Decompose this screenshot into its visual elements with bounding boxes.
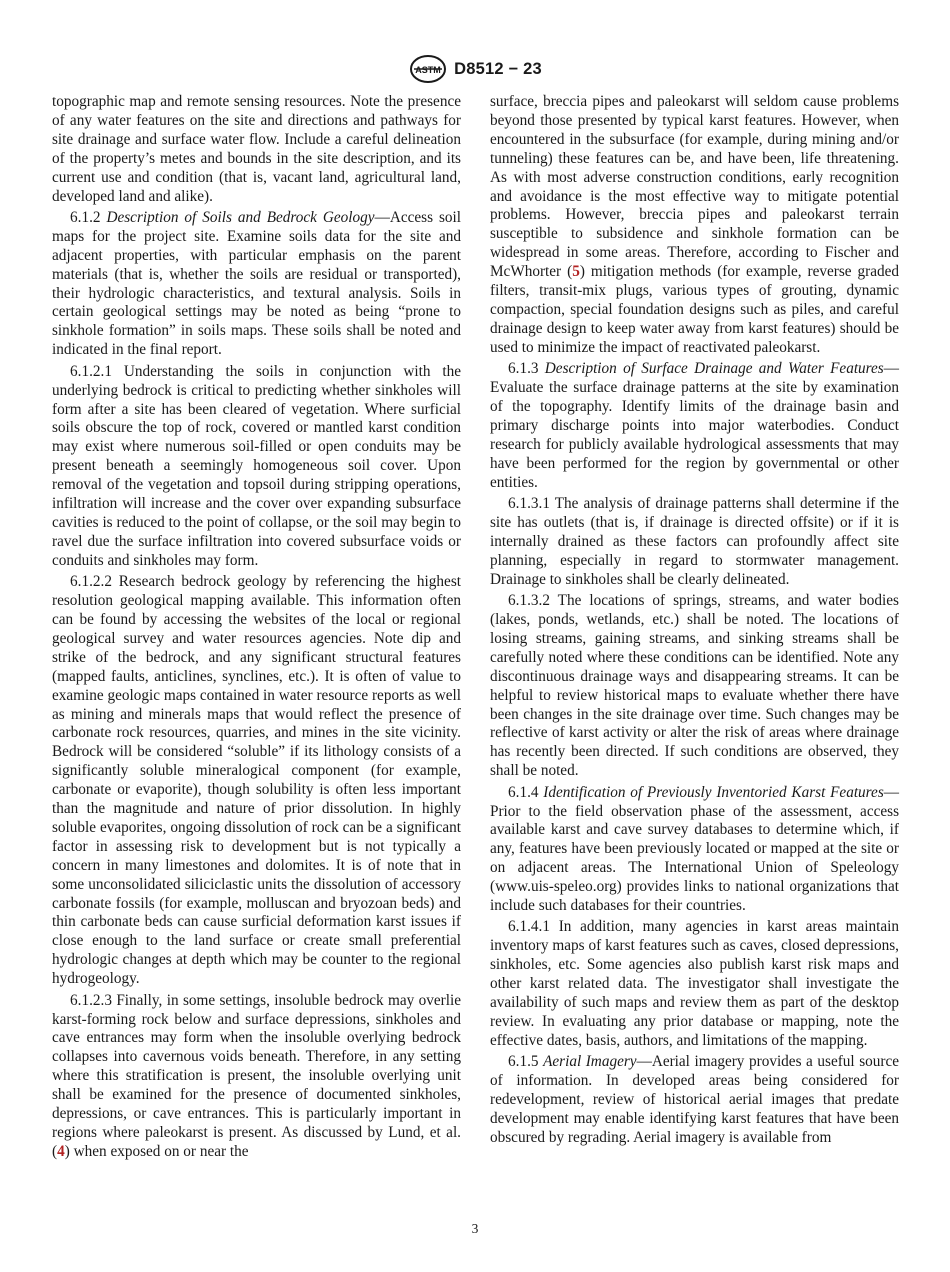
page-header [0, 54, 950, 84]
section-number: 6.1.2 [70, 208, 101, 226]
right-column [490, 93, 899, 1150]
section-number: 6.1.2.1 [70, 362, 112, 380]
paragraph: 6.1.2 Description of Soils and Bedrock Geology—Access soil maps for the project site. Examine soils data for the site and adjacent properties, with particular emphasis on the parent materials (that is, whether the soils are residual or transported), their hydrologic characteristics, and textural analysis. Soils in certain geological settings may be noted as being “prone to sinkhole formation” in soils maps. These soils shall be noted and indicated in the final report. [52, 208, 461, 359]
logo-text: ASTM [415, 65, 441, 75]
section-title: Aerial Imagery [543, 1053, 637, 1071]
paragraph: 6.1.3.1 The analysis of drainage patterns shall determine if the site has outlets (that is, if drainage is directed offsite) or if it is internally drained as these factors can profoundly affect site planning, especially in regard to stormwater management. Drainage to sinkholes shall be clearly delineated. [490, 495, 899, 588]
page-number: 3 [471, 1221, 479, 1236]
left-column [52, 93, 461, 1164]
section-number: 6.1.2.2 [70, 573, 112, 591]
section-number: 6.1.3.1 [508, 495, 550, 513]
paragraph: surface, breccia pipes and paleokarst will seldom cause problems beyond those presented by typical karst features. However, when encountered in the subsurface (for example, during mining and/or tunneling) these features can be, and have been, life threatening. As with most adverse construction conditions, early recognition and avoidance is the most effective way to mitigate potential problems. However, breccia pipes and paleokarst terrain susceptible to subsidence and sinkhole formation can be widespread in some areas. Therefore, according to Fischer and McWhorter (5) mitigation methods (for example, reverse graded filters, transit-mix plugs, various types of grouting, dynamic compaction, special foundation designs such as piles, and careful drainage design to keep water away from karst features) should be used to minimize the impact of reactivated paleokarst. [490, 93, 899, 356]
paragraph: 6.1.4 Identification of Previously Inventoried Karst Features—Prior to the field observation phase of the assessment, access available karst and cave survey databases to determine which, if any, features have been previously located or mapped at the site or on adjacent areas. The International Union of Speleology (www.uis-speleo.org) provides links to national organizations that include such databases for their countries. [490, 783, 900, 915]
section-number: 6.1.3.2 [508, 592, 550, 610]
section-number: 6.1.4.1 [508, 918, 550, 936]
paragraph: 6.1.3.2 The locations of springs, streams, and water bodies (lakes, ponds, wetlands, etc.) shall be noted. The locations of losing streams, gaining streams, and sinking streams shall be carefully noted where these conditions can be identified. Note any discontinuous drainage ways and disappearing streams. It can be helpful to review historical maps to evaluate whether there have been changes in the site drainage over time. Such changes may be reflective of karst activity or alter the risk of areas where drainage has recently been directed. If such conditions are observed, they shall be noted. [490, 592, 899, 780]
section-title: Identification of Previously Inventoried Karst Features [543, 783, 884, 801]
section-number: 6.1.2.3 [70, 991, 112, 1009]
reference-link[interactable]: 4 [57, 1142, 65, 1160]
reference-link[interactable]: 5 [572, 263, 580, 281]
astm-logo-icon [408, 54, 448, 84]
paragraph: 6.1.2.3 Finally, in some settings, insoluble bedrock may overlie karst-forming rock below and surface depressions, sinkholes and cave entrances may form when the insoluble overlying bedrock collapses into cavernous voids beneath. Therefore, in any setting where this stratification is present, the insoluble overlying unit shall be examined for the presence of documented sinkholes, depressions, or cave entrances. This is particularly important in regions where paleokarst is present. As discussed by Lund, et al. (4) when exposed on or near the [52, 991, 462, 1160]
paragraph: 6.1.4.1 In addition, many agencies in karst areas maintain inventory maps of karst features such as caves, closed depressions, sinkholes, etc. Some agencies also publish karst risk maps and other karst related data. The investigator shall investigate the availability of such maps and review them as part of the desktop review. In evaluating any prior database or mapping, note the effective dates, basis, authors, and limitations of the mapping. [490, 918, 899, 1049]
section-title: Description of Surface Drainage and Water Features [544, 360, 884, 378]
section-number: 6.1.5 [508, 1053, 539, 1071]
standard-designation: D8512 − 23 [454, 59, 542, 78]
paragraph: 6.1.2.1 Understanding the soils in conjunction with the underlying bedrock is critical to predicting whether sinkholes will form after a site has been cleared of vegetation. Where surficial soils obscure the top of rock, covered or mantled karst condition may exist where numerous soil-filled or open conduits may be present beneath a seemingly homogeneous soil cover. Upon removal of the vegetation and topsoil during stripping operations, infiltration will increase and the cover over expanding subsurface cavities is reduced to the point of collapse, or the soil may begin to ravel due the surface infiltration into covered subsurface voids or conduits and sinkholes may form. [52, 362, 461, 569]
paragraph: 6.1.5 Aerial Imagery—Aerial imagery provides a useful source of information. In developed areas being considered for redevelopment, review of historical aerial images that predate development may enable identifying karst features that have been obscured by regrading. Aerial imagery is available from [490, 1053, 900, 1146]
section-number: 6.1.3 [508, 360, 539, 378]
paragraph: 6.1.3 Description of Surface Drainage and Water Features—Evaluate the surface drainage patterns at the site by examination of the topography. Identify limits of the drainage basin and primary discharge points into major waterbodies. Conduct research for publicly available hydrological assessments that may have been performed for the region by governmental or other entities. [490, 360, 899, 491]
paragraph: topographic map and remote sensing resources. Note the presence of any water features on the site and directions and pathways for site drainage and surface water flow. Include a careful delineation of the property’s metes and bounds in the site description, and its current use and condition (that is, vacant land, agricultural land, developed land and alike). [52, 93, 461, 205]
section-number: 6.1.4 [508, 783, 539, 801]
paragraph: 6.1.2.2 Research bedrock geology by referencing the highest resolution geological mapping available. This information often can be found by accessing the websites of the local or regional geological survey and water resources agencies. Note dip and strike of the bedrock, and any significant structural features (mapped faults, anticlines, synclines, etc.). It is often of value to examine geologic maps contained in water resource reports as well as mining and minerals maps that would reflect the presence of carbonate rock resources, quarries, and mines in the site vicinity. Bedrock will be considered “soluble” if its lithology consists of a significantly soluble mineralogical component (for example, carbonate or evaporite), though solubility is often less important than the magnitude and nature of prior dissolution. In highly soluble evaporites, ongoing dissolution of rock can be a significant factor in assessing risk to development but is not typically a concern in many limestones and dolomites. It is of note that in some unconsolidated siliciclastic units the dissolution of accessory carbonate fossils (for example, molluscan and bryozoan beds) and thin carbonate beds can cause surficial deformation karst issues if close enough to the land surface or create small preferential hydrologic changes at depth which may be counter to the regional hydrogeology. [52, 573, 461, 988]
section-title: Description of Soils and Bedrock Geology [106, 208, 375, 226]
